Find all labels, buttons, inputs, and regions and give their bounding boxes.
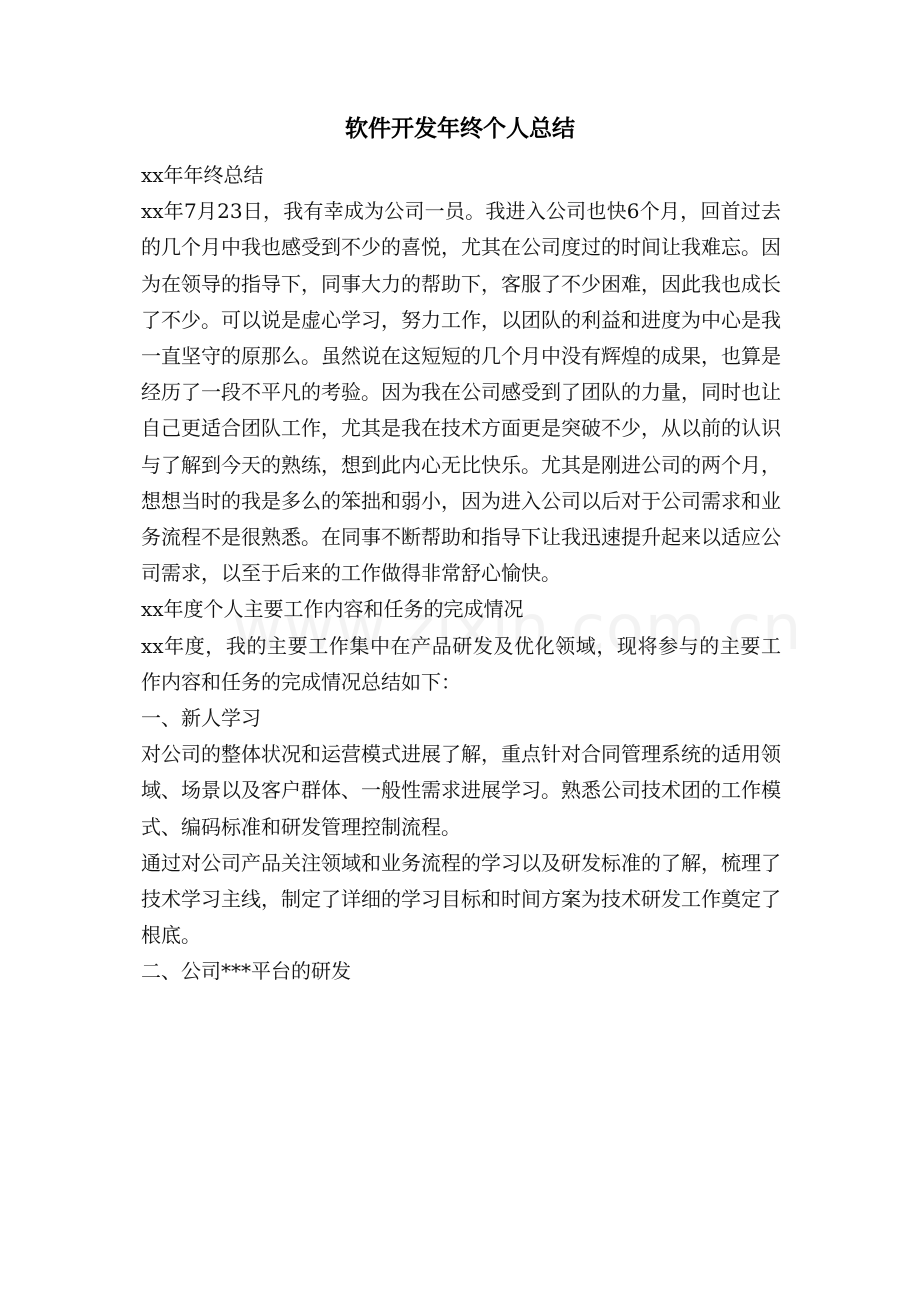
document-title: 软件开发年终个人总结 [345, 116, 575, 142]
paragraph-work-overview: xx年度，我的主要工作集中在产品研发及优化领域，现将参与的主要工作内容和任务的完成情况总结如下： [141, 633, 781, 694]
section-heading-new-learning: 一、新人学习 [141, 706, 261, 731]
paragraph-company-study: 对公司的整体状况和运营模式进展了解，重点针对合同管理系统的适用领域、场景以及客户群体、一般性需求进展学习。熟悉公司技术团的工作模式、编码标准和研发管理控制流程。 [141, 742, 781, 839]
document-body [141, 157, 781, 990]
section-heading-platform-dev: 二、公司***平台的研发 [141, 959, 351, 984]
paragraph-heading-annual-summary: xx年年终总结 [141, 163, 264, 187]
paragraph-heading-work-content: xx年度个人主要工作内容和任务的完成情况 [141, 597, 524, 622]
paragraph-learning-plan: 通过对公司产品关注领域和业务流程的学习以及研发标准的了解，梳理了技术学习主线，制定了详细的学习目标和时间方案为技术研发工作奠定了根底。 [141, 850, 781, 948]
paragraph-intro: xx年7月23日，我有幸成为公司一员。我进入公司也快6个月，回首过去的几个月中我也感受到不少的喜悦，尤其在公司度过的时间让我难忘。因为在领导的指导下，同事大力的帮助下，客服了不少困难，因此我也成长了不少。可以说是虚心学习，努力工作，以团队的利益和进度为中心是我一直坚守的原那么。虽然说在这短短的几个月中没有辉煌的成果，也算是经历了一段不平凡的考验。因为我在公司感受到了团队的力量，同时也让自己更适合团队工作，尤其是我在技术方面更是突破不少，从以前的认识与了解到今天的熟练，想到此内心无比快乐。尤其是刚进公司的两个月，想想当时的我是多么的笨拙和弱小，因为进入公司以后对于公司需求和业务流程不是很熟悉。在同事不断帮助和指导下让我迅速提升起来以适应公司需求，以至于后来的工作做得非常舒心愉快。 [141, 199, 781, 586]
